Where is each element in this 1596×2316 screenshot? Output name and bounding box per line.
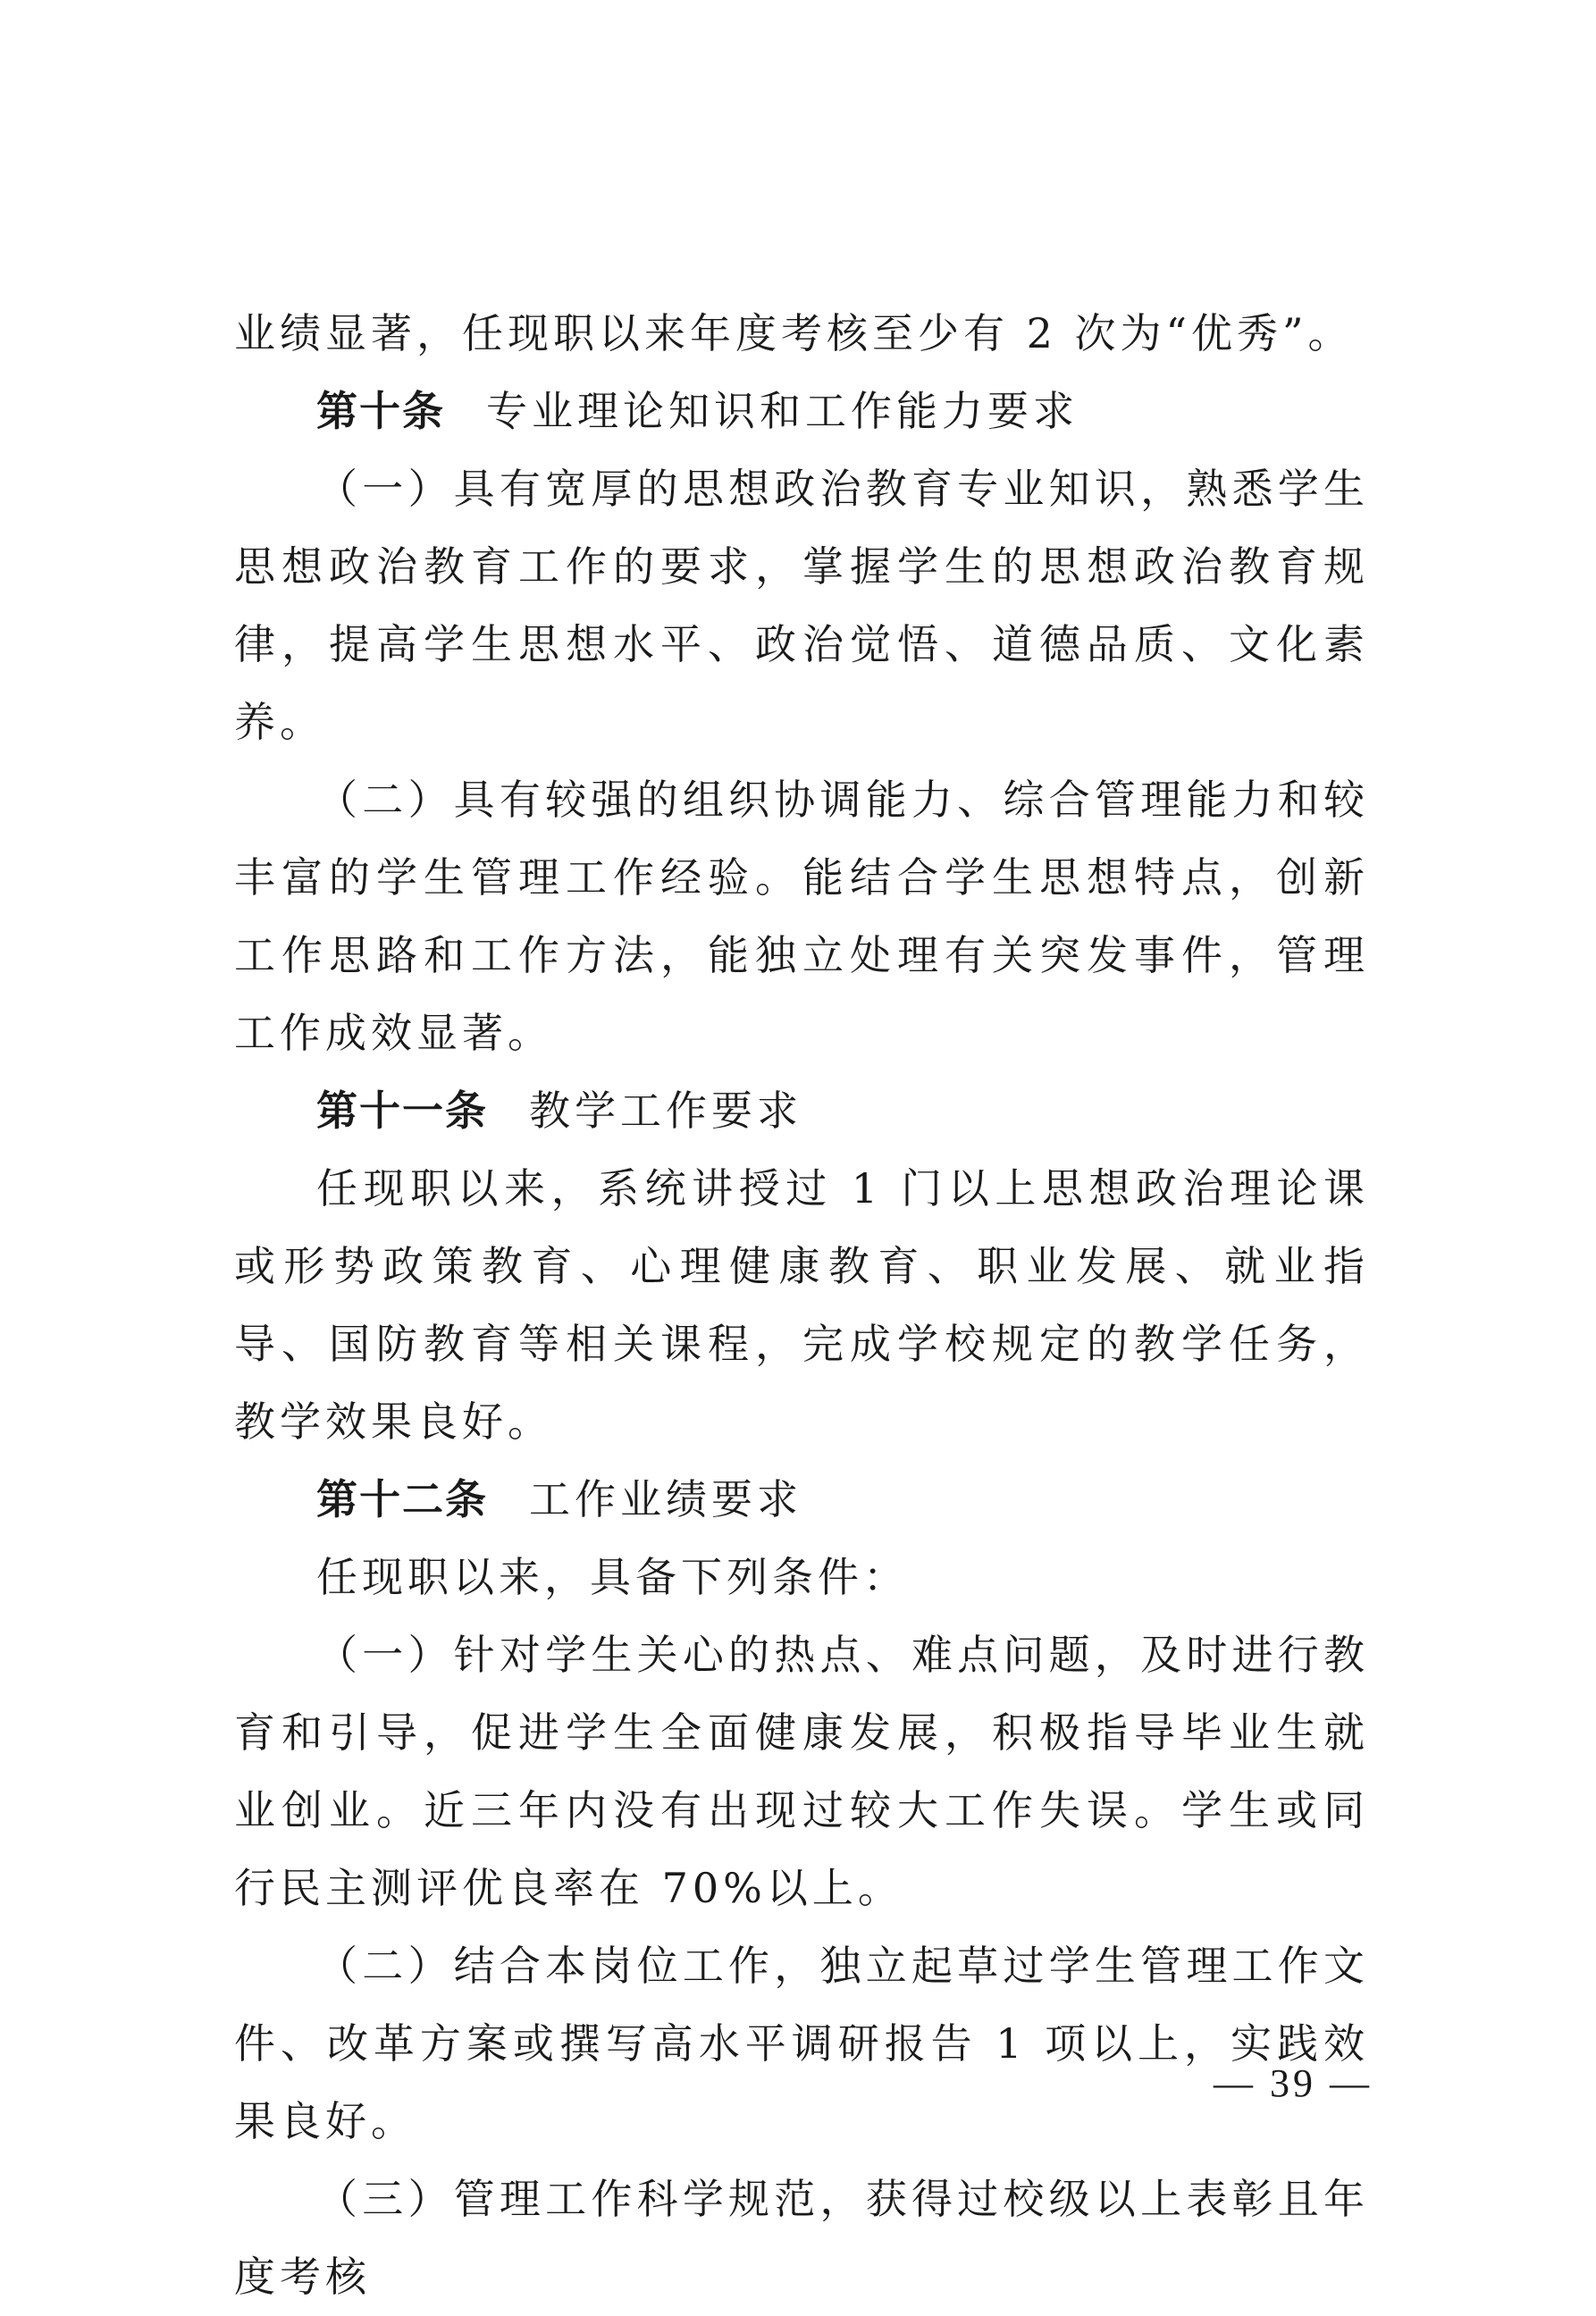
article-10-title: 专业理论知识和工作能力要求 [486,387,1079,435]
article-12-intro: 任现职以来，具备下列条件： [316,1553,909,1601]
article-12-heading [234,1461,1369,1539]
article-10-item-1: （一）具有宽厚的思想政治教育专业知识，熟悉学生思想政治教育工作的要求，掌握学生的思想政治教育规律，提高学生思想水平、政治觉悟、道德品质、文化素养。 [234,465,1369,746]
article-10-item-2: （二）具有较强的组织协调能力、综合管理能力和较丰富的学生管理工作经验。能结合学生思想特点，创新工作思路和工作方法，能独立处理有关突发事件，管理工作成效显著。 [234,776,1369,1057]
continuation-paragraph: 业绩显著，任现职以来年度考核至少有 2 次为“优秀”。 [234,309,1354,357]
article-11-title: 教学工作要求 [529,1087,802,1135]
document-body [234,295,1369,2316]
article-12-title: 工作业绩要求 [529,1475,802,1523]
article-12-item-1: （一）针对学生关心的热点、难点问题，及时进行教育和引导，促进学生全面健康发展，积极指导毕业生就业创业。近三年内没有出现过较大工作失误。学生或同行民主测评优良率在 70%以上。 [234,1631,1369,1912]
article-10-heading [234,373,1369,450]
page-number: — 39 — [1214,2061,1373,2105]
article-11-heading [234,1072,1369,1150]
article-12-item-3: （三）管理工作科学规范，获得过校级以上表彰且年度考核 [234,2175,1369,2301]
article-11-body: 任现职以来，系统讲授过 1 门以上思想政治理论课或形势政策教育、心理健康教育、职业发展、就业指导、国防教育等相关课程，完成学校规定的教学任务，教学效果良好。 [234,1164,1369,1446]
article-12-number: 第十二条 [316,1475,488,1523]
article-10-number: 第十条 [316,387,445,435]
article-11-number: 第十一条 [316,1087,488,1135]
article-12-item-2: （二）结合本岗位工作，独立起草过学生管理工作文件、改革方案或撰写高水平调研报告 1 项以上，实践效果良好。 [234,1942,1369,2145]
